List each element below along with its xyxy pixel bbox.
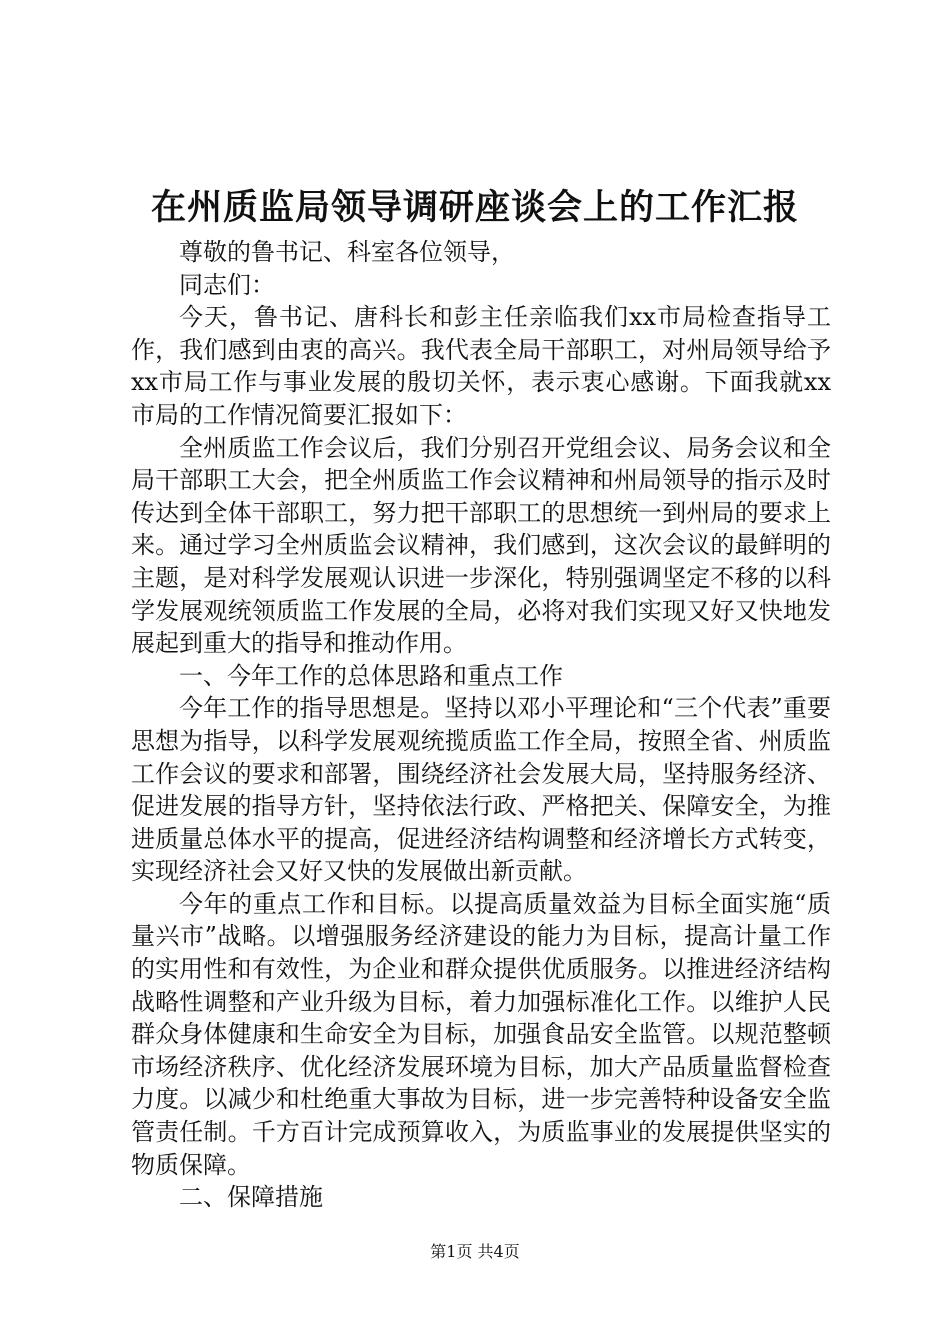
guiding-thought-paragraph: 今年工作的指导思想是。坚持以邓小平理论和“三个代表”重要思想为指导，以科学发展观统揽质监工作全局，按照全省、州质监工作会议的要求和部署，围绕经济社会发展大局，坚持服务经济、促进发展的指导方针，坚持依法行政、严格把关、保障安全，为推进质量总体水平的提高，促进经济结构调整和经济增长方式转变，实现经济社会又好又快的发展做出新贡献。: [131, 694, 831, 886]
meeting-spirit-paragraph: 全州质监工作会议后，我们分别召开党组会议、局务会议和全局干部职工大会，把全州质监工作会议精神和州局领导的指示及时传达到全体干部职工，努力把干部职工的思想统一到州局的要求上来。通过学习全州质监会议精神，我们感到，这次会议的最鲜明的主题，是对科学发展观认识进一步深化，特别强调坚定不移的以科学发展观统领质监工作发展的全局，必将对我们实现又好又快地发展起到重大的指导和推动作用。: [131, 433, 831, 658]
document-body: [131, 236, 831, 1214]
salutation-line: 尊敬的鲁书记、科室各位领导，: [179, 238, 515, 266]
intro-paragraph: 今天，鲁书记、唐科长和彭主任亲临我们xx市局检查指导工作，我们感到由衷的高兴。我代表全局干部职工，对州局领导给予xx市局工作与事业发展的殷切关怀，表示衷心感谢。下面我就xx市局的工作情况简要汇报如下：: [131, 303, 831, 429]
section-heading-1: 一、今年工作的总体思路和重点工作: [179, 661, 563, 690]
section-heading-2: 二、保障措施: [179, 1183, 323, 1212]
salutation-comrades: 同志们：: [179, 270, 275, 299]
document-title: 在州质监局领导调研座谈会上的工作汇报: [150, 187, 799, 228]
page-number-footer: 第1页 共4页: [430, 1242, 520, 1261]
key-work-paragraph: 今年的重点工作和目标。以提高质量效益为目标全面实施“质量兴市”战略。以增强服务经济建设的能力为目标，提高计量工作的实用性和有效性，为企业和群众提供优质服务。以推进经济结构战略性调整和产业升级为目标，着力加强标准化工作。以维护人民群众身体健康和生命安全为目标，加强食品安全监管。以规范整顿市场经济秩序、优化经济发展环境为目标，加大产品质量监督检查力度。以减少和杜绝重大事故为目标，进一步完善特种设备安全监管责任制。千方百计完成预算收入，为质监事业的发展提供坚实的物质保障。: [131, 889, 831, 1179]
